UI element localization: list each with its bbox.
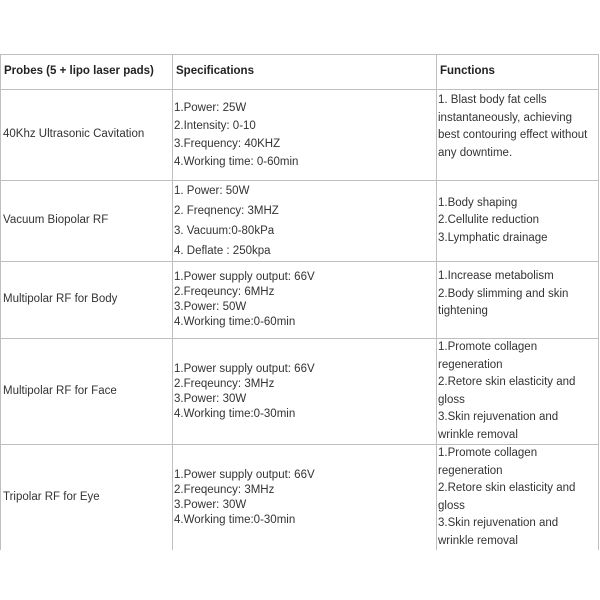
- probe-name: 40Khz Ultrasonic Cavitation: [1, 90, 173, 181]
- function-line: gloss: [438, 499, 465, 512]
- probe-specifications-table: [0, 54, 599, 550]
- function-line: wrinkle removal: [438, 534, 518, 547]
- function-line: 2.Cellulite reduction: [438, 214, 540, 227]
- function-line: 3.Skin rejuvenation and: [438, 411, 559, 423]
- spec-line: 2.Freqeuncy: 3MHz: [174, 377, 275, 390]
- functions-cell: [437, 90, 599, 181]
- function-line: 1.Increase metabolism: [438, 270, 554, 282]
- function-line: 2.Body slimming and skin: [438, 287, 569, 300]
- table-row: [1, 181, 599, 262]
- function-line: wrinkle removal: [438, 428, 518, 441]
- function-line: 2.Retore skin elasticity and: [438, 376, 576, 388]
- function-line: any downtime.: [438, 146, 513, 159]
- spec-line: 1.Power supply output: 66V: [174, 362, 315, 375]
- header-row: [1, 55, 599, 90]
- probe-name: Multipolar RF for Face: [1, 339, 173, 445]
- functions-cell: [437, 445, 599, 551]
- spec-line: 2. Freqnency: 3MHZ: [174, 205, 279, 217]
- spec-line: 3.Power: 30W: [174, 498, 247, 511]
- header-probes: Probes (5 + lipo laser pads): [1, 55, 173, 90]
- function-line: regeneration: [438, 358, 503, 371]
- function-line: regeneration: [438, 464, 503, 477]
- spec-line: 1. Power: 50W: [174, 185, 250, 197]
- functions-cell: [437, 339, 599, 445]
- spec-line: 2.Freqeuncy: 6MHz: [174, 286, 275, 298]
- specifications-cell: [173, 445, 437, 551]
- function-line: 3.Lymphatic drainage: [438, 231, 548, 244]
- specifications-cell: [173, 181, 437, 262]
- header-functions: Functions: [437, 55, 599, 90]
- spec-line: 2.Intensity: 0-10: [174, 120, 256, 132]
- function-line: best contouring effect without: [438, 129, 588, 141]
- spec-line: 4.Working time:0-60min: [174, 316, 296, 328]
- table-row: [1, 90, 599, 181]
- function-line: 3.Skin rejuvenation and: [438, 517, 559, 529]
- spec-line: 4. Deflate : 250kpa: [174, 245, 271, 257]
- table-row: [1, 339, 599, 445]
- function-line: instantaneously, achieving: [438, 111, 573, 124]
- spec-line: 4.Working time:0-30min: [174, 407, 296, 420]
- function-line: 1.Promote collagen: [438, 447, 538, 459]
- functions-cell: [437, 262, 599, 339]
- spec-line: 4.Working time: 0-60min: [174, 156, 299, 168]
- table-row: [1, 445, 599, 551]
- function-line: 1. Blast body fat cells: [438, 94, 547, 106]
- function-line: gloss: [438, 393, 465, 406]
- specifications-cell: [173, 339, 437, 445]
- spec-line: 3. Vacuum:0-80kPa: [174, 225, 275, 237]
- function-line: 1.Body shaping: [438, 196, 518, 209]
- spec-line: 1.Power supply output: 66V: [174, 468, 315, 481]
- function-line: 2.Retore skin elasticity and: [438, 482, 576, 494]
- functions-cell: [437, 181, 599, 262]
- function-line: tightening: [438, 305, 488, 317]
- spec-line: 1.Power: 25W: [174, 102, 247, 114]
- spec-line: 3.Power: 50W: [174, 301, 247, 313]
- specifications-cell: [173, 262, 437, 339]
- spec-line: 1.Power supply output: 66V: [174, 271, 315, 283]
- table-row: [1, 262, 599, 339]
- spec-line: 3.Power: 30W: [174, 392, 247, 405]
- header-specifications: Specifications: [173, 55, 437, 90]
- probe-name: Vacuum Biopolar RF: [1, 181, 173, 262]
- spec-line: 3.Frequency: 40KHZ: [174, 138, 281, 150]
- function-line: 1.Promote collagen: [438, 341, 538, 353]
- probe-name: Tripolar RF for Eye: [1, 445, 173, 551]
- spec-line: 2.Freqeuncy: 3MHz: [174, 483, 275, 496]
- specifications-cell: [173, 90, 437, 181]
- spec-line: 4.Working time:0-30min: [174, 513, 296, 526]
- probe-name: Multipolar RF for Body: [1, 262, 173, 339]
